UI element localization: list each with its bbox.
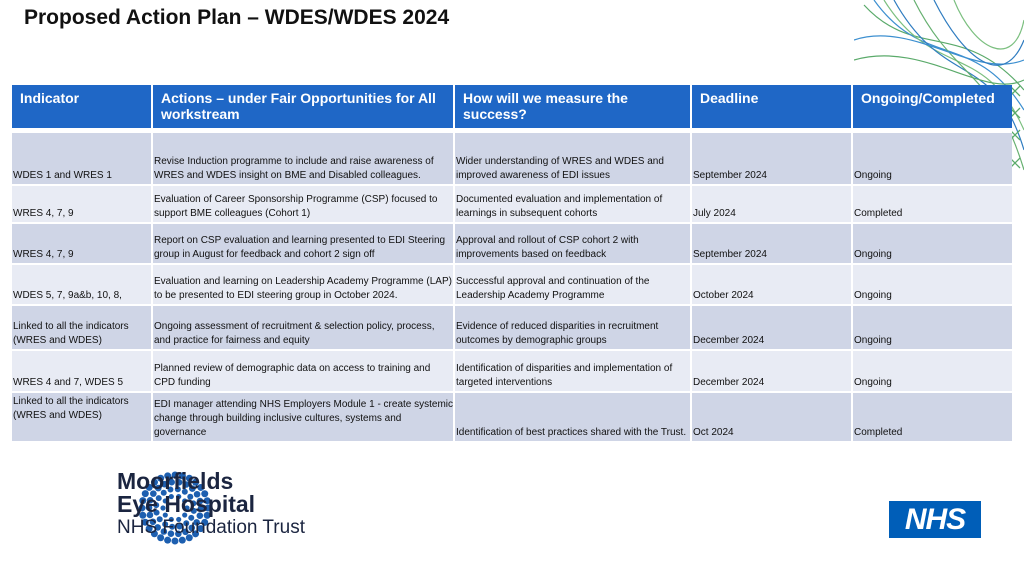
- action-plan-table: [10, 85, 1014, 441]
- moorfields-logo-text: [117, 470, 305, 539]
- cell-actions: Ongoing assessment of recruitment & selection policy, process, and practice for fairness and equity: [153, 304, 453, 349]
- header-status: Ongoing/Completed: [853, 85, 1012, 131]
- header-indicator: Indicator: [12, 85, 151, 131]
- cell-actions: Evaluation and learning on Leadership Academy Programme (LAP) to be presented to EDI steering group in October 2024.: [153, 263, 453, 304]
- cell-status: Ongoing: [853, 131, 1012, 184]
- cell-measure: Approval and rollout of CSP cohort 2 with improvements based on feedback: [455, 222, 690, 263]
- header-deadline: Deadline: [692, 85, 851, 131]
- header-measure: How will we measure the success?: [455, 85, 690, 131]
- table-row: [12, 263, 1012, 304]
- cell-deadline: December 2024: [692, 304, 851, 349]
- cell-deadline: December 2024: [692, 349, 851, 391]
- table-row: [12, 349, 1012, 391]
- cell-deadline: September 2024: [692, 222, 851, 263]
- cell-deadline: October 2024: [692, 263, 851, 304]
- cell-indicator: WRES 4, 7, 9: [12, 222, 151, 263]
- cell-status: Completed: [853, 184, 1012, 222]
- cell-measure: Successful approval and continuation of the Leadership Academy Programme: [455, 263, 690, 304]
- cell-indicator: WDES 5, 7, 9a&b, 10, 8,: [12, 263, 151, 304]
- cell-deadline: Oct 2024: [692, 391, 851, 441]
- cell-actions: Planned review of demographic data on access to training and CPD funding: [153, 349, 453, 391]
- page-title: Proposed Action Plan – WDES/WDES 2024: [24, 6, 450, 29]
- cell-status: Ongoing: [853, 304, 1012, 349]
- cell-indicator: WRES 4 and 7, WDES 5: [12, 349, 151, 391]
- header-actions: Actions – under Fair Opportunities for All workstream: [153, 85, 453, 131]
- table-row: [12, 391, 1012, 441]
- cell-status: Ongoing: [853, 222, 1012, 263]
- logo-line-1: Moorfields: [117, 468, 234, 494]
- cell-indicator: WDES 1 and WRES 1: [12, 131, 151, 184]
- cell-deadline: July 2024: [692, 184, 851, 222]
- cell-actions: Revise Induction programme to include and raise awareness of WRES and WDES insight on BME and Disabled colleagues.: [153, 131, 453, 184]
- cell-indicator: Linked to all the indicators (WRES and WDES): [12, 391, 151, 441]
- logo-line-3: NHS Foundation Trust: [117, 517, 305, 538]
- cell-indicator: WRES 4, 7, 9: [12, 184, 151, 222]
- nhs-logo: NHS: [889, 501, 981, 538]
- cell-status: Ongoing: [853, 349, 1012, 391]
- cell-measure: Identification of best practices shared with the Trust.: [455, 391, 690, 441]
- cell-status: Ongoing: [853, 263, 1012, 304]
- table-row: [12, 131, 1012, 184]
- cell-status: Completed: [853, 391, 1012, 441]
- cell-deadline: September 2024: [692, 131, 851, 184]
- cell-measure: Documented evaluation and implementation of learnings in subsequent cohorts: [455, 184, 690, 222]
- table-row: [12, 222, 1012, 263]
- cell-measure: Evidence of reduced disparities in recruitment outcomes by demographic groups: [455, 304, 690, 349]
- cell-measure: Wider understanding of WRES and WDES and improved awareness of EDI issues: [455, 131, 690, 184]
- cell-actions: Report on CSP evaluation and learning presented to EDI Steering group in August for feedback and cohort 2 sign off: [153, 222, 453, 263]
- table-row: [12, 184, 1012, 222]
- cell-actions: EDI manager attending NHS Employers Module 1 - create systemic change through building inclusive cultures, systems and governance: [153, 391, 453, 441]
- table-row: [12, 304, 1012, 349]
- cell-measure: Identification of disparities and implementation of targeted interventions: [455, 349, 690, 391]
- table-header-row: [12, 85, 1012, 131]
- logo-line-2: Eye Hospital: [117, 491, 256, 517]
- cell-actions: Evaluation of Career Sponsorship Programme (CSP) focused to support BME colleagues (Cohort 1): [153, 184, 453, 222]
- cell-indicator: Linked to all the indicators (WRES and WDES): [12, 304, 151, 349]
